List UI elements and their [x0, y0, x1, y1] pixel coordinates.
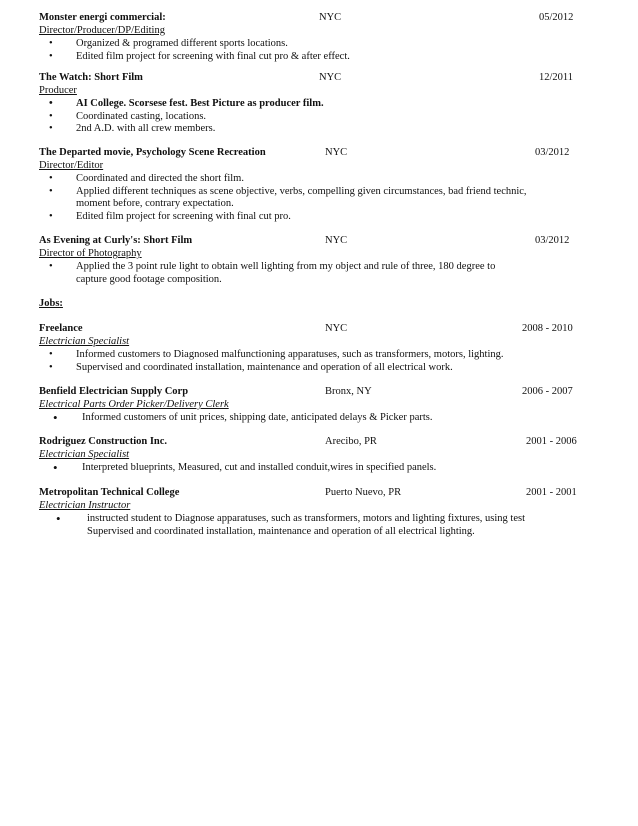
- entry-title: Monster energi commercial:: [39, 12, 166, 23]
- bullet-text: AI College. Scorsese fest. Best Picture as producer film.: [76, 98, 324, 109]
- project-entry: [39, 72, 599, 136]
- bullet-icon: •: [49, 261, 53, 272]
- entry-title: Rodriguez Construction Inc.: [39, 436, 168, 447]
- entry-title: Freelance: [39, 323, 83, 334]
- bullet-item: [39, 173, 599, 186]
- bullet-text: Supervised and coordinated installation, maintenance and operation of all electrical work.: [76, 361, 453, 373]
- bullet-icon: •: [49, 110, 53, 122]
- bullet-text: Informed customers of unit prices, shipping date, anticipated delays & Picker parts.: [82, 412, 433, 423]
- bullet-list: [39, 38, 599, 63]
- entry-role: Producer: [39, 85, 77, 96]
- bullet-text: Interpreted blueprints, Measured, cut and installed conduit,wires in specified panels.: [82, 462, 437, 473]
- entry-role: Electrical Parts Order Picker/Delivery Clerk: [39, 399, 229, 410]
- entry-title: The Watch: Short Film: [39, 72, 143, 83]
- bullet-text: Coordinated casting, locations.: [76, 110, 207, 122]
- bullet-icon: •: [49, 361, 53, 373]
- bullet-item: [39, 211, 599, 224]
- project-entry: [39, 12, 599, 63]
- entry-role: Electrician Specialist: [39, 336, 130, 347]
- bullet-icon: •: [49, 50, 53, 62]
- bullet-icon: •: [49, 123, 53, 135]
- job-entry: [39, 323, 599, 374]
- bullet-item: [39, 261, 599, 286]
- entry-title: Metropolitan Technical College: [39, 487, 180, 498]
- bullet-icon: •: [53, 410, 58, 425]
- entry-title: The Departed movie, Psychology Scene Recreation: [39, 147, 266, 158]
- bullet-icon: •: [49, 349, 53, 360]
- entry-date: 2001 - 2001: [526, 487, 577, 498]
- bullet-item: [39, 349, 599, 362]
- bullet-text: Informed customers to Diagnosed malfunctioning apparatuses, such as transformers, motors, lighting.: [76, 349, 504, 360]
- bullet-list: [39, 98, 599, 136]
- entry-location: NYC: [325, 323, 348, 334]
- bullet-text: Edited film project for screening with final cut pro & after effect.: [76, 50, 350, 62]
- entry-role: Director/Producer/DP/Editing: [39, 25, 165, 36]
- bullet-item: [39, 38, 599, 51]
- bullet-text: Coordinated and directed the short film.: [76, 173, 244, 184]
- bullet-list: [39, 513, 599, 538]
- bullet-continuation: moment before, contrary expectation.: [76, 198, 234, 210]
- entry-date: 2001 - 2006: [526, 436, 577, 447]
- bullet-list: [39, 349, 599, 374]
- entry-location: Bronx, NY: [325, 386, 372, 397]
- entry-title: As Evening at Curly's: Short Film: [39, 235, 193, 246]
- bullet-continuation: Supervised and coordinated installation, maintenance and operation of all electrical lighting.: [87, 525, 475, 537]
- bullet-text: 2nd A.D. with all crew members.: [76, 123, 216, 135]
- bullet-text: Applied different techniques as scene objective, verbs, compelling given circumstances, bad friend technic,: [76, 185, 527, 197]
- entry-date: 03/2012: [535, 147, 570, 158]
- entry-title: Benfield Electrician Supply Corp: [39, 386, 189, 397]
- bullet-item: [39, 51, 599, 64]
- entry-date: 2006 - 2007: [522, 386, 573, 397]
- bullet-icon: •: [49, 98, 53, 109]
- entry-location: NYC: [319, 12, 342, 23]
- bullet-continuation: capture good footage composition.: [76, 273, 222, 285]
- entry-date: 05/2012: [539, 12, 574, 23]
- entry-date: 2008 - 2010: [522, 323, 573, 334]
- bullet-item: [39, 98, 599, 111]
- bullet-item: [39, 412, 599, 425]
- entry-location: NYC: [319, 72, 342, 83]
- bullet-list: [39, 173, 599, 223]
- bullet-item: [39, 111, 599, 124]
- entry-role: Director/Editor: [39, 160, 104, 171]
- bullet-text: instructed student to Diagnose apparatuses, such as transformers, motors and lighting fixtures, using test: [87, 513, 526, 524]
- bullet-item: [39, 186, 599, 211]
- bullet-item: [39, 462, 599, 475]
- project-entry: [39, 235, 599, 286]
- bullet-text: Edited film project for screening with final cut pro.: [76, 210, 291, 222]
- bullet-text: Applied the 3 point rule light to obtain well lighting from my object and rule of three, 180 degree to: [76, 261, 496, 272]
- bullet-item: [39, 513, 599, 538]
- bullet-list: [39, 462, 599, 475]
- entry-role: Director of Photography: [39, 248, 142, 259]
- entry-date: 03/2012: [535, 235, 570, 246]
- entry-date: 12/2011: [539, 72, 574, 83]
- entry-location: Arecibo, PR: [325, 436, 377, 447]
- entry-location: NYC: [325, 235, 348, 246]
- job-entry: [39, 436, 599, 475]
- bullet-icon: •: [49, 173, 53, 184]
- project-entry: [39, 147, 599, 223]
- bullet-item: [39, 123, 599, 136]
- jobs-heading: Jobs:: [39, 298, 63, 309]
- bullet-item: [39, 362, 599, 375]
- entry-role: Electrician Instructor: [39, 500, 131, 511]
- bullet-list: [39, 261, 599, 286]
- bullet-icon: •: [49, 185, 53, 197]
- bullet-text: Organized & programed different sports locations.: [76, 38, 288, 49]
- entry-role: Electrician Specialist: [39, 449, 130, 460]
- bullet-icon: •: [49, 210, 53, 222]
- bullet-icon: •: [56, 511, 61, 526]
- bullet-icon: •: [49, 38, 53, 49]
- entry-location: NYC: [325, 147, 348, 158]
- bullet-icon: •: [53, 460, 58, 475]
- job-entry: [39, 386, 599, 425]
- bullet-list: [39, 412, 599, 425]
- job-entry: [39, 487, 599, 538]
- entry-location: Puerto Nuevo, PR: [325, 487, 402, 498]
